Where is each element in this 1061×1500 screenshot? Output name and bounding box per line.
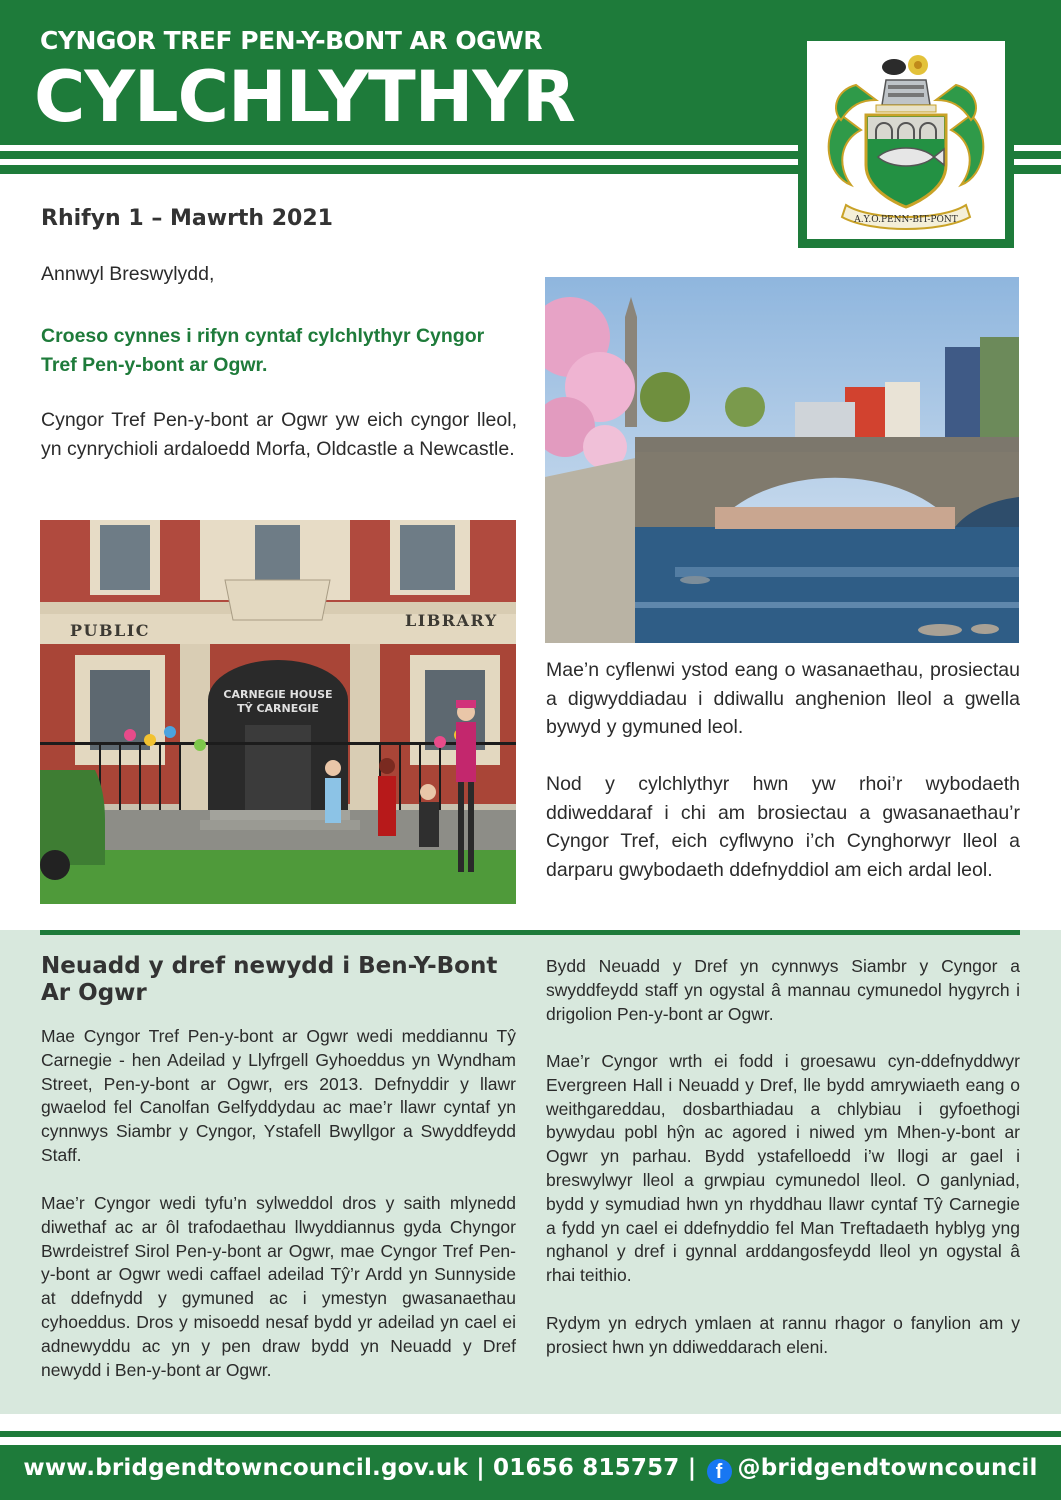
feature-divider bbox=[40, 930, 1020, 935]
council-name: CYNGOR TREF PEN-Y-BONT AR OGWR bbox=[40, 26, 542, 55]
feature-title: Neuadd y dref newydd i Ben-Y-Bont Ar Ogwr bbox=[41, 953, 498, 1006]
welcome-heading: Croeso cynnes i rifyn cyntaf cylchlythyr Cyngor Tref Pen-y-bont ar Ogwr. bbox=[41, 325, 485, 376]
library-sign-right: LIBRARY bbox=[405, 611, 498, 630]
right-paragraph-purpose: Nod y cylchlythyr hwn yw rhoi’r wybodaeth ddiweddaraf i chi am brosiectau a gwasanaethau’r Cyngor Tref, eich cyflwyno i’ch Cynghorwyr lleol a darparu gwybodaeth ddefnyddiol am eich ardal leol. bbox=[546, 773, 1020, 881]
feature-right-paragraph-3: Rydym yn edrych ymlaen at rannu rhagor o fanylion am y prosiect hwn yn ddiweddarach eleni. bbox=[546, 1313, 1020, 1357]
arch-sign-2: TŶ CARNEGIE bbox=[237, 702, 319, 715]
issue-label: Rhifyn 1 – Mawrth 2021 bbox=[41, 206, 333, 231]
feature-right-paragraph-2: Mae’r Cyngor wrth ei fodd i groesawu cyn-ddefnyddwyr Evergreen Hall i Neuadd y Dref, lle bydd amrywiaeth eang o weithgareddau, dosbarthiadau a chlybiau i gyfoethogi bywydau pobl hŷn ac agored i niwed ym Mhen-y-bont ar Ogwr yn parhau. Bydd ystafelloedd i’w llogi ar gael i breswylwyr lleol a grwpiau cymunedol lleol. O ganlyniad, bydd y symudiad hwn yn rhyddhau llawr cyntaf Tŷ Carnegie a fydd yn cael ei ddefnyddio fel Man Treftadaeth hyblyg yng nghanol y dref i gynnal arddangosfeydd lleol yn ogystal â rhai teithio. bbox=[546, 1051, 1020, 1286]
library-photo bbox=[40, 520, 516, 904]
greeting: Annwyl Breswylydd, bbox=[41, 263, 215, 285]
website-link[interactable]: www.bridgendtowncouncil.gov.uk bbox=[23, 1455, 468, 1481]
social-handle[interactable]: @bridgendtowncouncil bbox=[737, 1455, 1038, 1481]
river-bridge-photo bbox=[545, 277, 1019, 643]
footer-separator: | bbox=[687, 1455, 697, 1481]
feature-left-paragraph-1: Mae Cyngor Tref Pen-y-bont ar Ogwr wedi meddiannu Tŷ Carnegie - hen Adeilad y Llyfrgell Gyhoeddus yn Wyndham Street, Pen-y-bont ar Ogwr, ers 2013. Defnyddir y llawr gwaelod fel Canolfan Gelfyddydau ac mae’r llawr cyntaf yn cynnwys Siambr y Cyngor, Ystafell Bwyllgor a Swyddfeydd Staff. bbox=[41, 1026, 516, 1165]
intro-paragraph: Cyngor Tref Pen-y-bont ar Ogwr yw eich cyngor lleol, yn cynrychioli ardaloedd Morfa, Oldcastle a Newcastle. bbox=[41, 409, 517, 460]
feature-right-paragraph-1: Bydd Neuadd y Dref yn cynnwys Siambr y Cyngor a swyddfeydd staff yn ogystal â mannau cymunedol hygyrch i drigolion Pen-y-bont ar Ogwr. bbox=[546, 956, 1020, 1024]
council-crest bbox=[798, 32, 1014, 248]
footer-separator: | bbox=[476, 1455, 485, 1481]
crest-motto: A.Y.O.PENN-BIT-PONT bbox=[854, 215, 958, 225]
newsletter-title: CYLCHLYTHYR bbox=[34, 56, 575, 138]
phone-number[interactable]: 01656 815757 bbox=[493, 1455, 680, 1481]
footer-contact bbox=[0, 1455, 1061, 1484]
crest-icon bbox=[816, 45, 996, 235]
footer-stripe bbox=[0, 1431, 1061, 1437]
facebook-icon[interactable]: f bbox=[707, 1459, 732, 1484]
feature-left-paragraph-2: Mae’r Cyngor wedi tyfu’n sylweddol dros y saith mlynedd diwethaf ac ar ôl trafodaethau llwyddiannus gyda Chyngor Bwrdeistref Sirol Pen-y-bont ar Ogwr, mae Cyngor Tref Pen-y-bont ar Ogwr wedi caffael adeilad Tŷ’r Ardd yn Sunnyside at ddefnydd y gymuned ac i ymestyn gwasanaethau cyhoeddus. Dros y misoedd nesaf bydd yr adeilad yn cael ei adnewyddu ac yn y pen draw bydd yn Neuadd y Dref newydd i Ben-y-bont ar Ogwr. bbox=[41, 1193, 516, 1380]
right-paragraph-services: Mae’n cyflenwi ystod eang o wasanaethau, prosiectau a digwyddiadau i ddiwallu anghenion lleol a gwella bywyd y gymuned leol. bbox=[546, 659, 1020, 738]
arch-sign-1: CARNEGIE HOUSE bbox=[223, 688, 333, 701]
library-sign-left: PUBLIC bbox=[70, 621, 150, 640]
